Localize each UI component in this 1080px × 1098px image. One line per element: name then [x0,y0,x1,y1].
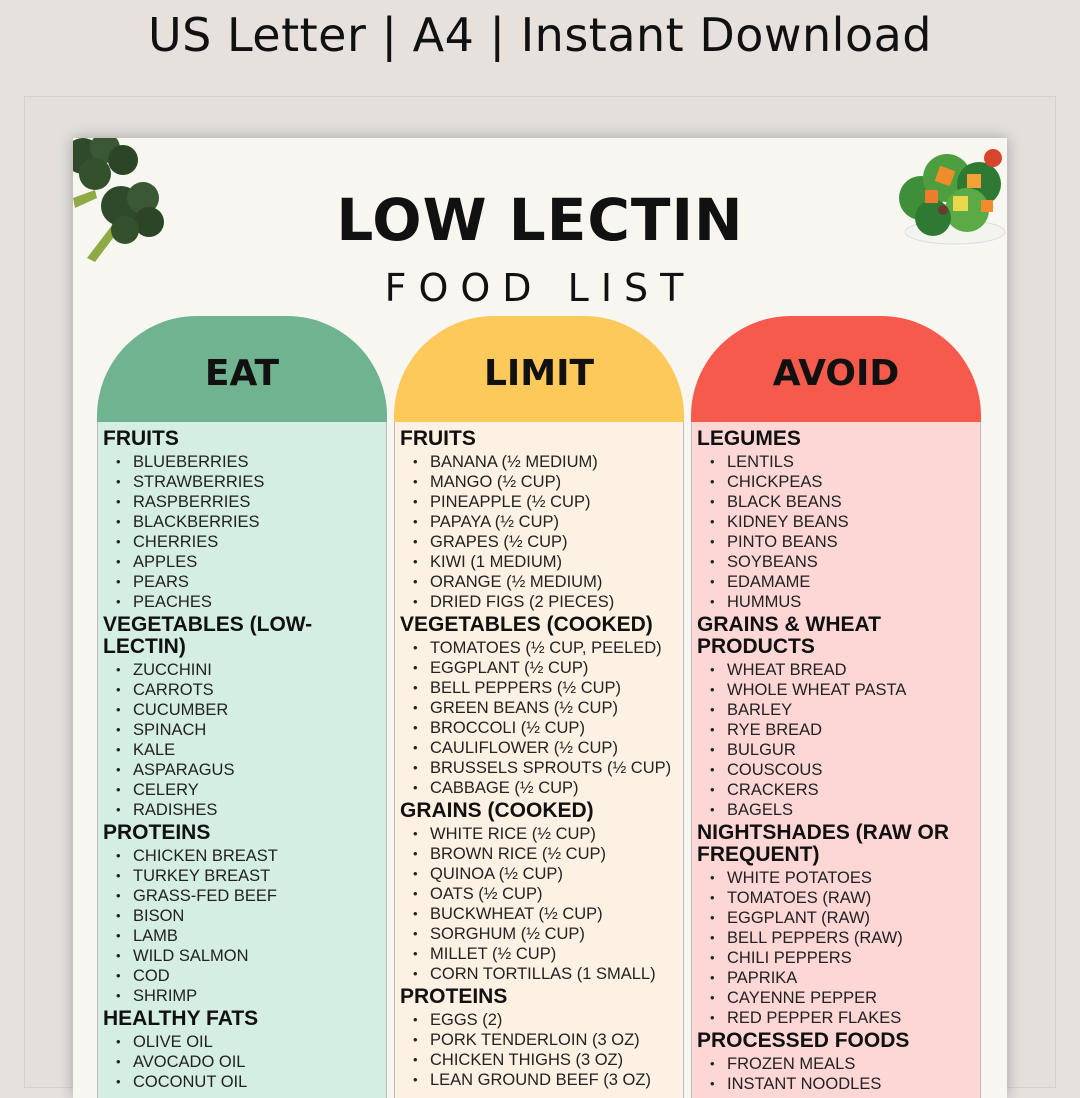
item-list [697,868,976,1028]
item-list [697,452,976,612]
item-list [697,1054,976,1094]
item-list [103,1032,382,1092]
list-item: • MANGO (½ CUP) [400,472,679,492]
list-item: • BUCKWHEAT (½ CUP) [400,904,679,924]
item-list [400,638,679,798]
list-item: • COD [103,966,382,986]
list-item: • COUSCOUS [697,760,976,780]
list-item: • SHRIMP [103,986,382,1006]
list-item: • CARROTS [103,680,382,700]
list-item: • BROCCOLI (½ CUP) [400,718,679,738]
list-item: • INSTANT NOODLES [697,1074,976,1094]
list-item: • BLUEBERRIES [103,452,382,472]
list-item: • COCONUT OIL [103,1072,382,1092]
list-item: • BISON [103,906,382,926]
list-item: • WHITE POTATOES [697,868,976,888]
list-item: • LENTILS [697,452,976,472]
list-item: • PORK TENDERLOIN (3 OZ) [400,1030,679,1050]
list-item: • PEACHES [103,592,382,612]
item-list [103,846,382,1006]
list-item: • BELL PEPPERS (RAW) [697,928,976,948]
list-item: • EGGPLANT (½ CUP) [400,658,679,678]
list-item: • EGGPLANT (RAW) [697,908,976,928]
list-item: • CHICKEN THIGHS (3 OZ) [400,1050,679,1070]
list-item: • GRASS-FED BEEF [103,886,382,906]
list-item: • CHERRIES [103,532,382,552]
limit-header: LIMIT [394,316,684,422]
item-list [400,824,679,984]
list-item: • SORGHUM (½ CUP) [400,924,679,944]
list-item: • TURKEY BREAST [103,866,382,886]
section-title: VEGETABLES (LOW-LECTIN) [103,613,313,658]
list-item: • EGGS (2) [400,1010,679,1030]
avoid-header: AVOID [691,316,981,422]
section-title: LEGUMES [697,427,801,450]
list-item: • BANANA (½ MEDIUM) [400,452,679,472]
list-item: • DRIED FIGS (2 PIECES) [400,592,679,612]
list-item: • QUINOA (½ CUP) [400,864,679,884]
list-item: • PINEAPPLE (½ CUP) [400,492,679,512]
list-item: • WHOLE WHEAT PASTA [697,680,976,700]
list-item: • ASPARAGUS [103,760,382,780]
list-item: • CRACKERS [697,780,976,800]
section-title: FRUITS [400,427,476,450]
item-list [697,660,976,820]
list-item: • CAYENNE PEPPER [697,988,976,1008]
list-item: • BAGELS [697,800,976,820]
list-item: • CHILI PEPPERS [697,948,976,968]
list-item: • KIWI (1 MEDIUM) [400,552,679,572]
banner-text: US Letter | A4 | Instant Download [148,8,932,62]
list-item: • BELL PEPPERS (½ CUP) [400,678,679,698]
food-list-sheet [73,138,1007,1098]
list-item: • OLIVE OIL [103,1032,382,1052]
eat-body [97,422,387,1098]
section-title: VEGETABLES (COOKED) [400,613,653,636]
section-title: GRAINS (COOKED) [400,799,594,822]
list-item: • SPINACH [103,720,382,740]
item-list [103,452,382,612]
list-item: • EDAMAME [697,572,976,592]
list-item: • BROWN RICE (½ CUP) [400,844,679,864]
list-item: • CHICKPEAS [697,472,976,492]
section-title: NIGHTSHADES (RAW OR FREQUENT) [697,821,949,866]
section-title: PROTEINS [103,821,211,844]
list-item: • RYE BREAD [697,720,976,740]
list-item: • GREEN BEANS (½ CUP) [400,698,679,718]
section-title: HEALTHY FATS [103,1007,259,1030]
sheet-subtitle: FOOD LIST [384,266,696,310]
list-item: • FROZEN MEALS [697,1054,976,1074]
list-item: • BRUSSELS SPROUTS (½ CUP) [400,758,679,778]
list-item: • GRAPES (½ CUP) [400,532,679,552]
list-item: • TOMATOES (½ CUP, PEELED) [400,638,679,658]
item-list [103,660,382,820]
list-item: • LEAN GROUND BEEF (3 OZ) [400,1070,679,1090]
list-item: • TOMATOES (RAW) [697,888,976,908]
list-item: • KALE [103,740,382,760]
list-item: • BARLEY [697,700,976,720]
list-item: • APPLES [103,552,382,572]
sheet-title: LOW LECTIN [336,186,744,254]
list-item: • PAPRIKA [697,968,976,988]
list-item: • CAULIFLOWER (½ CUP) [400,738,679,758]
section-title: FRUITS [103,427,179,450]
list-item: • WHITE RICE (½ CUP) [400,824,679,844]
list-item: • PEARS [103,572,382,592]
list-item: • SOYBEANS [697,552,976,572]
list-item: • PINTO BEANS [697,532,976,552]
avoid-body [691,422,981,1098]
list-item: • CABBAGE (½ CUP) [400,778,679,798]
list-item: • CELERY [103,780,382,800]
eat-header: EAT [97,316,387,422]
list-item: • RED PEPPER FLAKES [697,1008,976,1028]
list-item: • STRAWBERRIES [103,472,382,492]
list-item: • CUCUMBER [103,700,382,720]
list-item: • OATS (½ CUP) [400,884,679,904]
list-item: • WILD SALMON [103,946,382,966]
section-title: PROTEINS [400,985,508,1008]
item-list [400,1010,679,1090]
list-item: • CORN TORTILLAS (1 SMALL) [400,964,679,984]
list-item: • HUMMUS [697,592,976,612]
list-item: • ORANGE (½ MEDIUM) [400,572,679,592]
list-item: • RASPBERRIES [103,492,382,512]
list-item: • MILLET (½ CUP) [400,944,679,964]
list-item: • CHICKEN BREAST [103,846,382,866]
item-list [400,452,679,612]
avoid-column [691,316,981,1098]
section-title: PROCESSED FOODS [697,1029,910,1052]
section-title: GRAINS & WHEAT PRODUCTS [697,613,881,658]
list-item: • RADISHES [103,800,382,820]
list-item: • AVOCADO OIL [103,1052,382,1072]
list-item: • BLACKBERRIES [103,512,382,532]
list-item: • LAMB [103,926,382,946]
list-item: • BULGUR [697,740,976,760]
list-item: • KIDNEY BEANS [697,512,976,532]
limit-column [394,316,684,1098]
eat-column [97,316,387,1098]
list-item: • ZUCCHINI [103,660,382,680]
list-item: • BLACK BEANS [697,492,976,512]
list-item: • WHEAT BREAD [697,660,976,680]
limit-body [394,422,684,1098]
list-item: • PAPAYA (½ CUP) [400,512,679,532]
